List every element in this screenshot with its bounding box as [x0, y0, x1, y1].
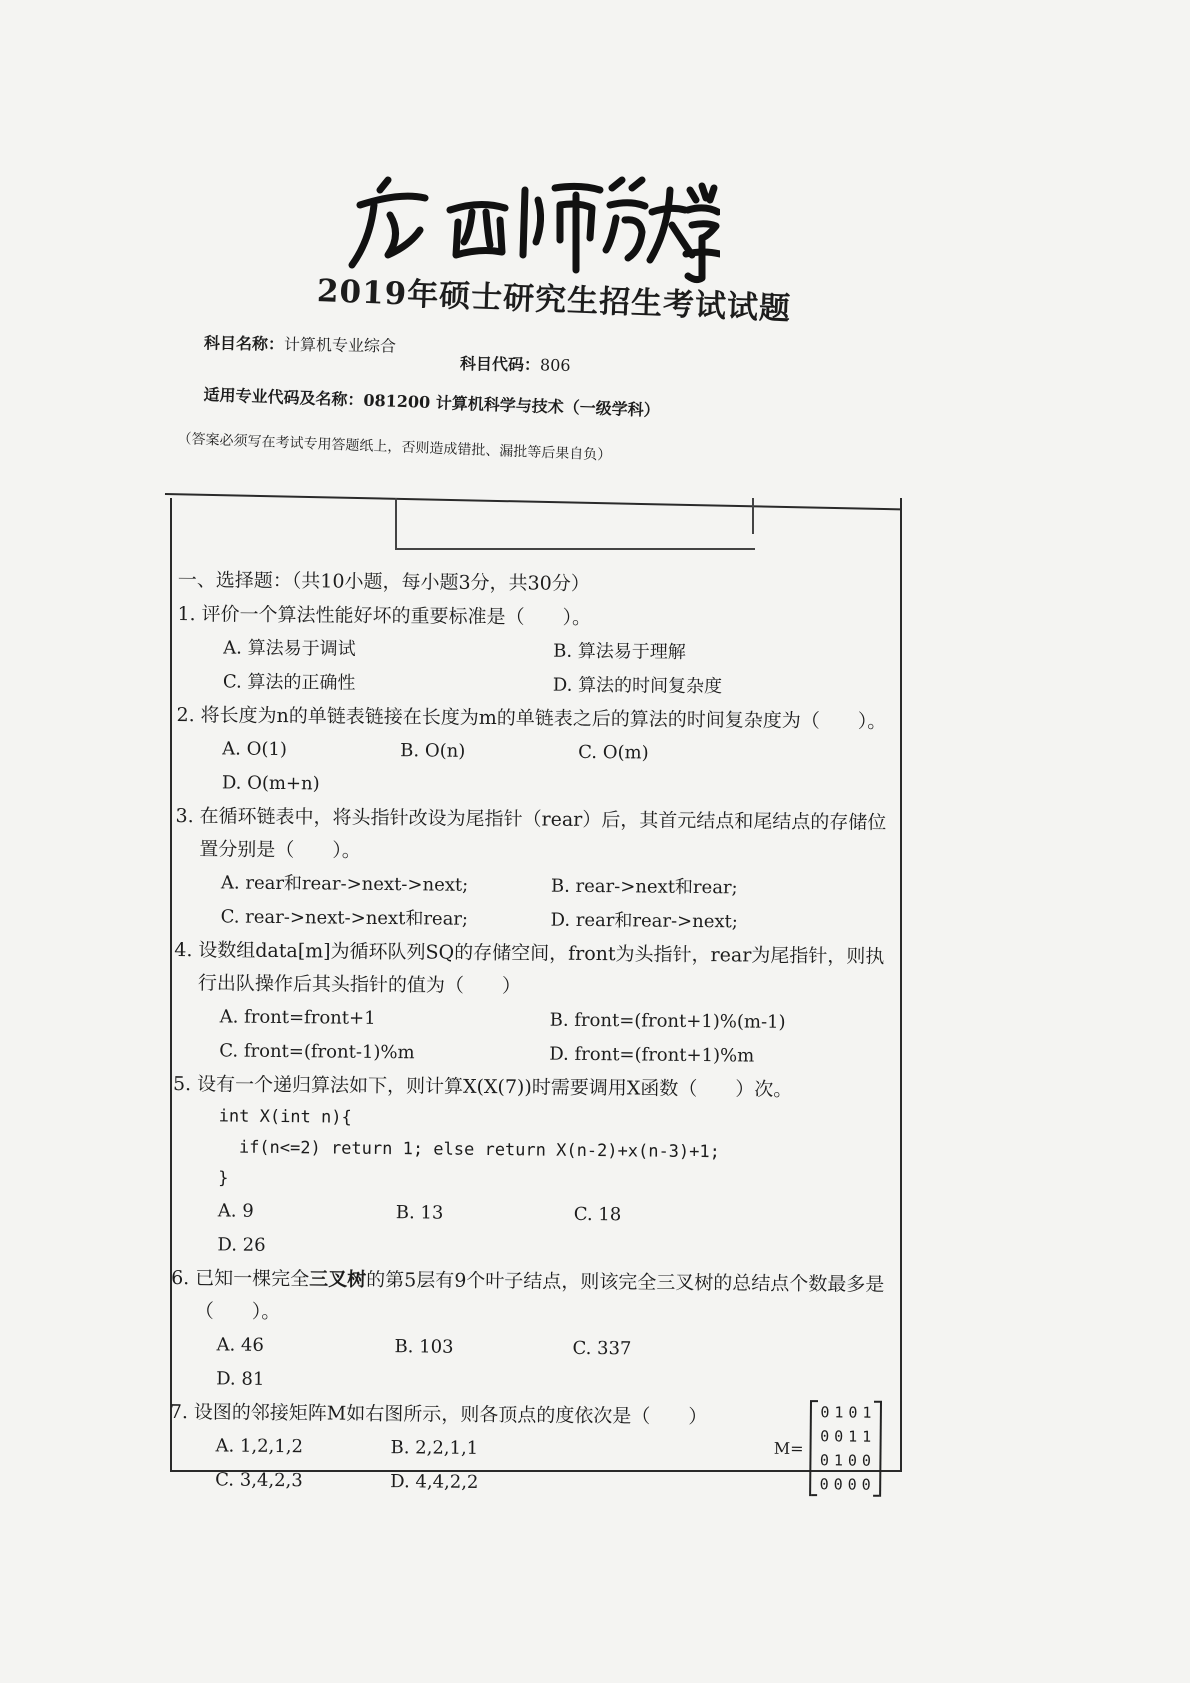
major-value: 081200 计算机科学与技术（一级学科） [363, 390, 661, 420]
matrix-cell: 1 [862, 1427, 872, 1446]
code-line-1: int X(int n){ [218, 1106, 352, 1128]
answer-note: （答案必须写在考试专用答题纸上，否则造成错批、漏批等后果自负） [177, 430, 612, 464]
question-stem-bold: 三叉树 [309, 1268, 367, 1291]
matrix-row [818, 1400, 874, 1425]
option-a[interactable]: A. 算法易于调试 [223, 637, 356, 660]
option-b[interactable]: B. 算法易于理解 [553, 640, 686, 663]
matrix-body [809, 1400, 882, 1497]
matrix-cell: 0 [834, 1427, 844, 1446]
matrix-cell: 1 [833, 1451, 844, 1470]
option-c[interactable]: C. 算法的正确性 [222, 671, 356, 694]
options [216, 1328, 891, 1402]
option-d[interactable]: D. rear和rear->next; [550, 909, 738, 933]
section-title: 一、选择题：（共10小题，每小题3分，共30分） [177, 568, 590, 595]
question-stem-post: 的第5层有9个叶子结点，则该完全三叉树的总结点个数最多是（ ）。 [194, 1268, 885, 1324]
options [222, 732, 897, 806]
subject-code-value: 806 [539, 355, 571, 375]
matrix-cell: 0 [861, 1475, 871, 1494]
question-stem: 评价一个算法性能好坏的重要标准是（ ）。 [201, 603, 592, 629]
option-b[interactable]: B. front=(front+1)%(m-1) [549, 1009, 786, 1033]
option-c[interactable]: C. front=(front-1)%m [219, 1040, 415, 1064]
options [219, 1000, 894, 1074]
subject-name-label: 科目名称： [203, 333, 285, 354]
question-stem-pre: 已知一棵完全 [195, 1267, 310, 1291]
question-number: 1. [177, 602, 196, 626]
option-c[interactable]: C. O(m) [578, 741, 649, 764]
question-number: 5. [172, 1072, 192, 1096]
option-d[interactable]: D. 26 [217, 1234, 266, 1256]
option-d[interactable]: D. 算法的时间复杂度 [552, 674, 723, 698]
question-stem: 设有一个递归算法如下，则计算X(X(7))时需要调用X函数（ ）次。 [196, 1073, 793, 1101]
option-c[interactable]: C. rear->next->next和rear; [220, 906, 469, 930]
question-3 [174, 800, 895, 941]
matrix-cell: 0 [820, 1427, 830, 1446]
major-label: 适用专业代码及名称： [203, 384, 364, 410]
code-line-3: } [218, 1168, 229, 1189]
question-stem: 设数组data[m]为循环队列SQ的存储空间，front为头指针，rear为尾指针，则执行出队操作后其头指针的值为（ ） [197, 939, 885, 998]
matrix-cell: 1 [848, 1427, 858, 1446]
question-6 [170, 1262, 891, 1403]
option-d[interactable]: D. 81 [216, 1368, 265, 1390]
option-a[interactable]: A. 46 [216, 1334, 264, 1356]
matrix-row [817, 1448, 873, 1473]
option-a[interactable]: A. 9 [217, 1200, 254, 1222]
question-7 [169, 1396, 890, 1504]
exam-title: 2019年硕士研究生招生考试试题 [316, 272, 792, 328]
question-number: 6. [171, 1266, 190, 1290]
option-d[interactable]: D. O(m+n) [221, 772, 320, 795]
matrix-cell: 1 [834, 1403, 844, 1422]
matrix-label: M= [773, 1438, 804, 1458]
option-a[interactable]: A. rear和rear->next->next; [220, 872, 469, 896]
subject-code-line [460, 351, 571, 376]
code-line-2: if(n<=2) return 1; else return X(n-2)+x(n-3)+1; [218, 1137, 720, 1163]
option-a[interactable]: A. 1,2,1,2 [215, 1435, 304, 1458]
option-d[interactable]: D. 4,4,2,2 [390, 1471, 479, 1493]
matrix-cell: 0 [847, 1475, 857, 1494]
matrix-cell: 0 [819, 1451, 830, 1470]
option-c[interactable]: C. 337 [572, 1337, 632, 1360]
matrix-cell: 0 [847, 1451, 858, 1470]
matrix-cell: 0 [861, 1451, 872, 1470]
question-number: 2. [176, 703, 195, 727]
options [223, 631, 898, 705]
matrix-cell: 0 [848, 1403, 858, 1422]
matrix-cell: 0 [820, 1403, 830, 1422]
option-b[interactable]: B. rear->next和rear; [550, 875, 738, 899]
question-5 [171, 1068, 893, 1269]
question-2 [176, 699, 897, 807]
options [217, 1194, 892, 1268]
question-number: 4. [174, 938, 193, 962]
option-a[interactable]: A. front=front+1 [219, 1006, 376, 1029]
option-b[interactable]: B. 2,2,1,1 [390, 1437, 479, 1459]
option-c[interactable]: C. 3,4,2,3 [215, 1469, 303, 1492]
question-1 [177, 598, 898, 706]
matrix-cell: 1 [862, 1403, 872, 1422]
option-a[interactable]: A. O(1) [222, 738, 288, 761]
options [220, 866, 895, 940]
option-c[interactable]: C. 18 [573, 1203, 622, 1226]
question-4 [173, 934, 894, 1075]
options [215, 1429, 636, 1501]
question-section [169, 565, 898, 1504]
question-stem: 在循环链表中，将头指针改设为尾指针（rear）后，其首元结点和尾结点的存储位置分别是（ ）。 [199, 805, 887, 862]
question-number: 7. [169, 1400, 189, 1424]
subject-code-label: 科目代码： [459, 354, 541, 375]
option-b[interactable]: B. 103 [394, 1336, 454, 1358]
major-line [203, 382, 660, 421]
question-number: 3. [175, 804, 194, 828]
adjacency-matrix [773, 1400, 882, 1497]
matrix-cell: 0 [819, 1475, 829, 1494]
question-stem: 将长度为n的单链表链接在长度为m的单链表之后的算法的时间复杂度为（ ）。 [200, 704, 887, 733]
subject-name-value: 计算机专业综合 [283, 334, 397, 356]
matrix-row [817, 1472, 873, 1497]
matrix-row [818, 1424, 874, 1449]
option-d[interactable]: D. front=(front+1)%m [549, 1043, 755, 1067]
option-b[interactable]: B. 13 [395, 1202, 444, 1224]
question-stem: 设图的邻接矩阵M如右图所示，则各顶点的度依次是（ ） [193, 1401, 708, 1429]
subject-name-line [204, 330, 396, 356]
matrix-cell: 0 [833, 1475, 843, 1494]
option-b[interactable]: B. O(n) [400, 740, 466, 762]
